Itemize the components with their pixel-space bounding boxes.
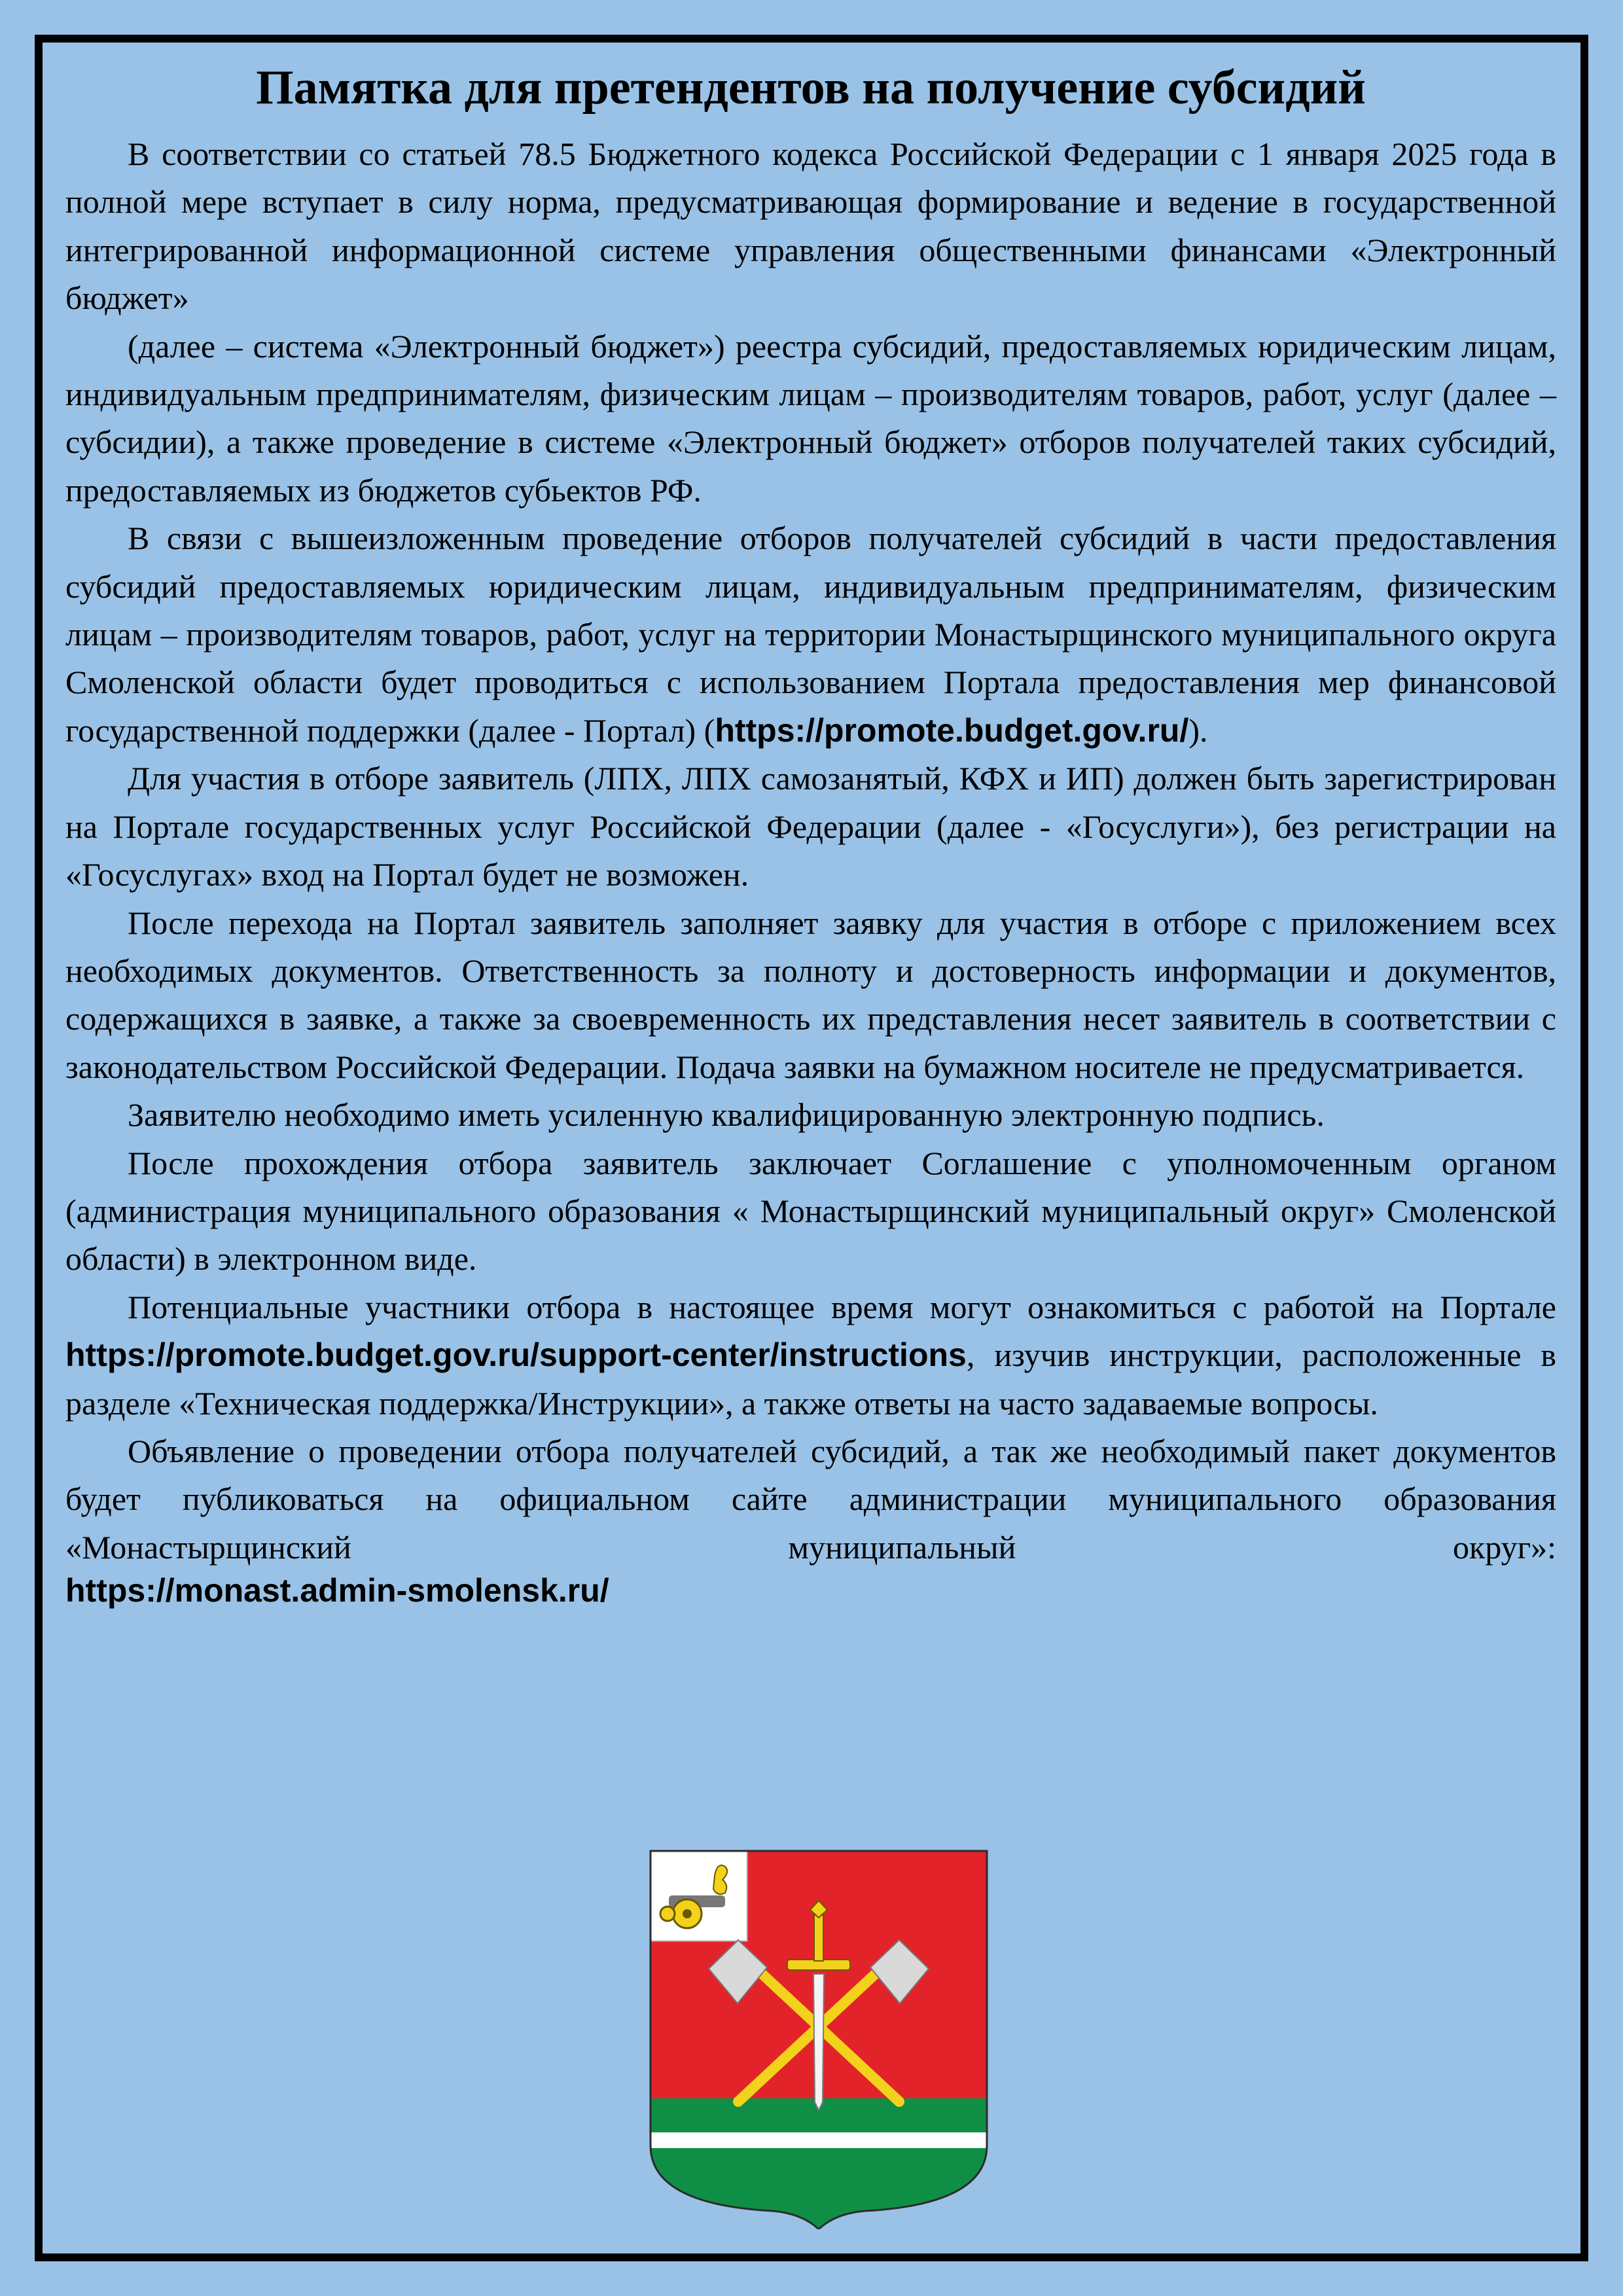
smolensk-canton <box>649 1850 747 1941</box>
paragraph-3 <box>65 514 1556 755</box>
shield-green-base <box>649 2098 988 2229</box>
monast-admin-link[interactable]: https://monast.admin-smolensk.ru/ <box>65 1572 609 1609</box>
paragraph-6: Заявителю необходимо иметь усиленную квалифицированную электронную подпись. <box>128 1096 1325 1134</box>
paragraph-3-text: В связи с вышеизложенным проведение отборов получателей субсидий в части предоставления субсидий предоставляемых юридическим лицам, индивидуальным предпринимателям, физическим лицам – производителям товаров, работ, услуг на территории Монастырщинского муниципального округа Смоленской области будет проводиться с использованием Портала предоставления мер финансовой государственной поддержки (далее - Портал) ( <box>65 520 1556 749</box>
memo-body <box>65 54 1556 1609</box>
paragraph-8 <box>65 1283 1556 1427</box>
shield-white-stripe <box>649 2132 988 2148</box>
paragraph-8-tail: , изучив инструкции, расположенные в разделе «Техническая поддержка/Инструкции», а также ответы на часто задаваемые вопросы. <box>65 1336 1556 1422</box>
paragraph-4: Для участия в отборе заявитель (ЛПХ, ЛПХ самозанятый, КФХ и ИП) должен быть зарегистрирован на Портале государственных услуг Российской Федерации (далее - «Госуслуги»), без регистрации на «Госуслугах» вход на Портал будет не возможен. <box>65 760 1556 893</box>
paragraph-1: В соответствии со статьей 78.5 Бюджетного кодекса Российской Федерации с 1 января 2025 года в полной мере вступает в силу норма, предусматривающая формирование и ведение в государственной интегрированной информационной системе управления общественными финансами «Электронный бюджет» <box>65 135 1556 317</box>
paragraph-9: Объявление о проведении отбора получателей субсидий, а так же необходимый пакет документов будет публиковаться на официальном сайте администрации муниципального образования «Монастырщинский муниципальный округ»: <box>65 1432 1556 1566</box>
paragraph-7: После прохождения отбора заявитель заключает Соглашение с уполномоченным органом (администрация муниципального образования « Монастырщинский муниципальный округ» Смоленской области) в электронном виде. <box>65 1144 1556 1278</box>
promote-budget-link[interactable]: https://promote.budget.gov.ru/ <box>715 711 1189 749</box>
paragraph-5: После перехода на Портал заявитель заполняет заявку для участия в отборе с приложением всех необходимых документов. Ответственность за полноту и достоверность информации и документов, содержащихся в заявке, а также за своевременность их представления несет заявитель в соответствии с законодательством Российской Федерации. Подача заявки на бумажном носителе не предусматривается. <box>65 904 1556 1085</box>
paragraph-8-text: Потенциальные участники отбора в настоящее время могут ознакомиться с работой на Портале <box>128 1288 1556 1325</box>
memo-title: Памятка для претендентов на получение субсидий <box>256 61 1366 115</box>
support-instructions-link[interactable]: https://promote.budget.gov.ru/support-center/instructions <box>65 1336 967 1374</box>
paragraph-3-tail: ). <box>1188 711 1208 749</box>
coat-of-arms-icon <box>649 1850 988 2229</box>
paragraph-2: (далее – система «Электронный бюджет») реестра субсидий, предоставляемых юридическим лицам, индивидуальным предпринимателям, физическим лицам – производителям товаров, работ, услуг (далее – субсидии), а также проведение в системе «Электронный бюджет» отборов получателей таких субсидий, предоставляемых из бюджетов субьектов РФ. <box>65 327 1556 509</box>
